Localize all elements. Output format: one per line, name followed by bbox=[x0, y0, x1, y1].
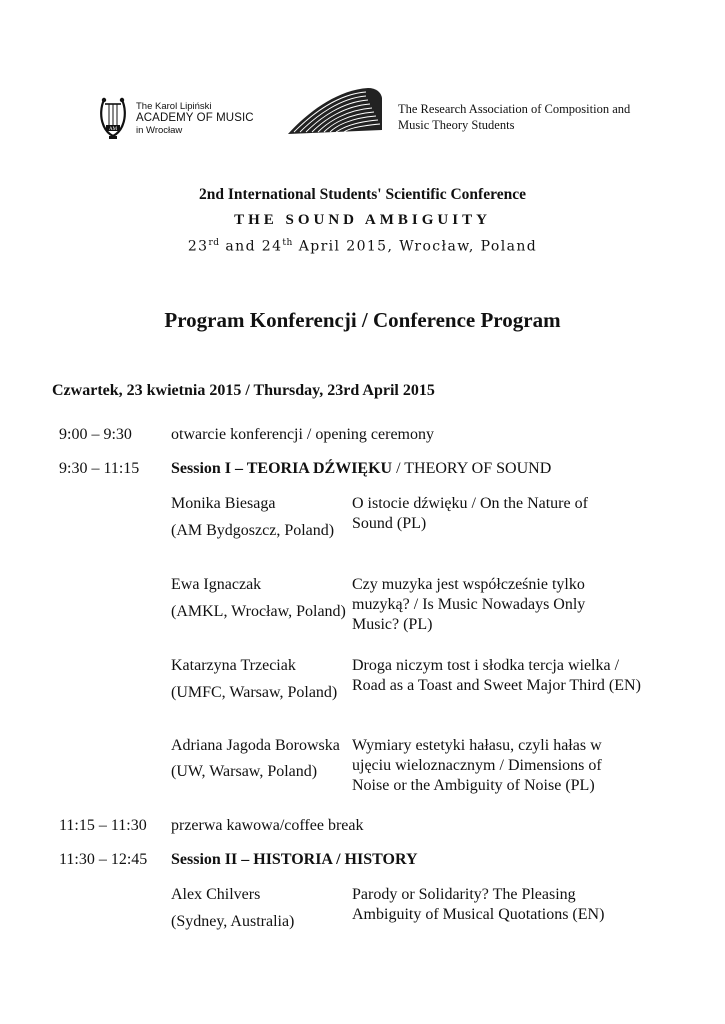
speaker bbox=[171, 494, 346, 541]
speaker bbox=[171, 736, 341, 782]
speaker-name: Monika Biesaga bbox=[171, 495, 276, 512]
session-title-bold: Session I – TEORIA DŹWIĘKU bbox=[171, 460, 393, 477]
session-title-rest: / THEORY OF SOUND bbox=[392, 460, 552, 477]
lyre-icon bbox=[98, 96, 128, 140]
time-slot: 9:00 – 9:30 bbox=[59, 426, 132, 443]
speaker bbox=[171, 656, 346, 703]
academy-name bbox=[136, 101, 254, 136]
arc-lines-icon bbox=[286, 84, 386, 136]
speaker-name: Katarzyna Trzeciak bbox=[171, 657, 296, 674]
date-day1: 23 bbox=[187, 238, 209, 255]
speaker-name: Alex Chilvers bbox=[171, 886, 261, 903]
speaker bbox=[171, 885, 346, 932]
conference-title: 2nd International Students' Scientific Conference bbox=[199, 186, 526, 203]
session-title: Session II – HISTORIA / HISTORY bbox=[171, 851, 418, 868]
time-slot: 9:30 – 11:15 bbox=[59, 460, 140, 477]
talk-title: O istocie dźwięku / On the Nature of Sound (PL) bbox=[352, 495, 588, 532]
academy-line1: The Karol Lipiński bbox=[136, 101, 212, 112]
academy-line3: in Wrocław bbox=[136, 125, 183, 136]
association-name bbox=[398, 101, 638, 133]
conference-subtitle: THE SOUND AMBIGUITY bbox=[234, 212, 491, 228]
session-title bbox=[171, 460, 551, 478]
speaker-name: Ewa Ignaczak bbox=[171, 576, 262, 593]
conference-date bbox=[0, 238, 725, 255]
speaker bbox=[171, 575, 346, 622]
speaker-affiliation: (UW, Warsaw, Poland) bbox=[171, 763, 318, 780]
svg-text:AM: AM bbox=[108, 127, 118, 132]
agenda-item: otwarcie konferencji / opening ceremony bbox=[171, 426, 434, 443]
date-sup1: rd bbox=[208, 238, 220, 248]
talk-title: Czy muzyka jest współcześnie tylko muzyką? / Is Music Nowadays Only Music? (PL) bbox=[352, 576, 586, 633]
date-sup2: th bbox=[282, 238, 293, 248]
speaker-affiliation: (Sydney, Australia) bbox=[171, 913, 295, 930]
speaker-affiliation: (AMKL, Wrocław, Poland) bbox=[171, 603, 346, 620]
agenda-item: przerwa kawowa/coffee break bbox=[171, 817, 364, 834]
association-line1: The Research Association of Composition and bbox=[398, 102, 631, 116]
talk-title: Wymiary estetyki hałasu, czyli hałas w ujęciu wieloznacznym / Dimensions of Noise or the Ambiguity of Noise (PL) bbox=[352, 737, 602, 794]
academy-logo bbox=[98, 96, 258, 141]
speaker-affiliation: (AM Bydgoszcz, Poland) bbox=[171, 522, 335, 539]
day-heading: Czwartek, 23 kwietnia 2015 / Thursday, 23rd April 2015 bbox=[52, 382, 435, 399]
speaker-affiliation: (UMFC, Warsaw, Poland) bbox=[171, 684, 338, 701]
association-line2: Music Theory Students bbox=[398, 118, 515, 132]
time-slot: 11:15 – 11:30 bbox=[59, 817, 147, 834]
talk-title: Droga niczym tost i słodka tercja wielka / Road as a Toast and Sweet Major Third (EN) bbox=[352, 657, 641, 694]
date-rest: April 2015, Wrocław, Poland bbox=[292, 238, 538, 255]
time-slot: 11:30 – 12:45 bbox=[59, 851, 148, 868]
program-title: Program Konferencji / Conference Program bbox=[164, 308, 561, 332]
academy-line2: ACADEMY OF MUSIC bbox=[136, 112, 254, 124]
talk-title: Parody or Solidarity? The Pleasing Ambiguity of Musical Quotations (EN) bbox=[352, 886, 605, 923]
speaker-name: Adriana Jagoda Borowska bbox=[171, 737, 340, 754]
date-and: and 24 bbox=[219, 238, 283, 255]
